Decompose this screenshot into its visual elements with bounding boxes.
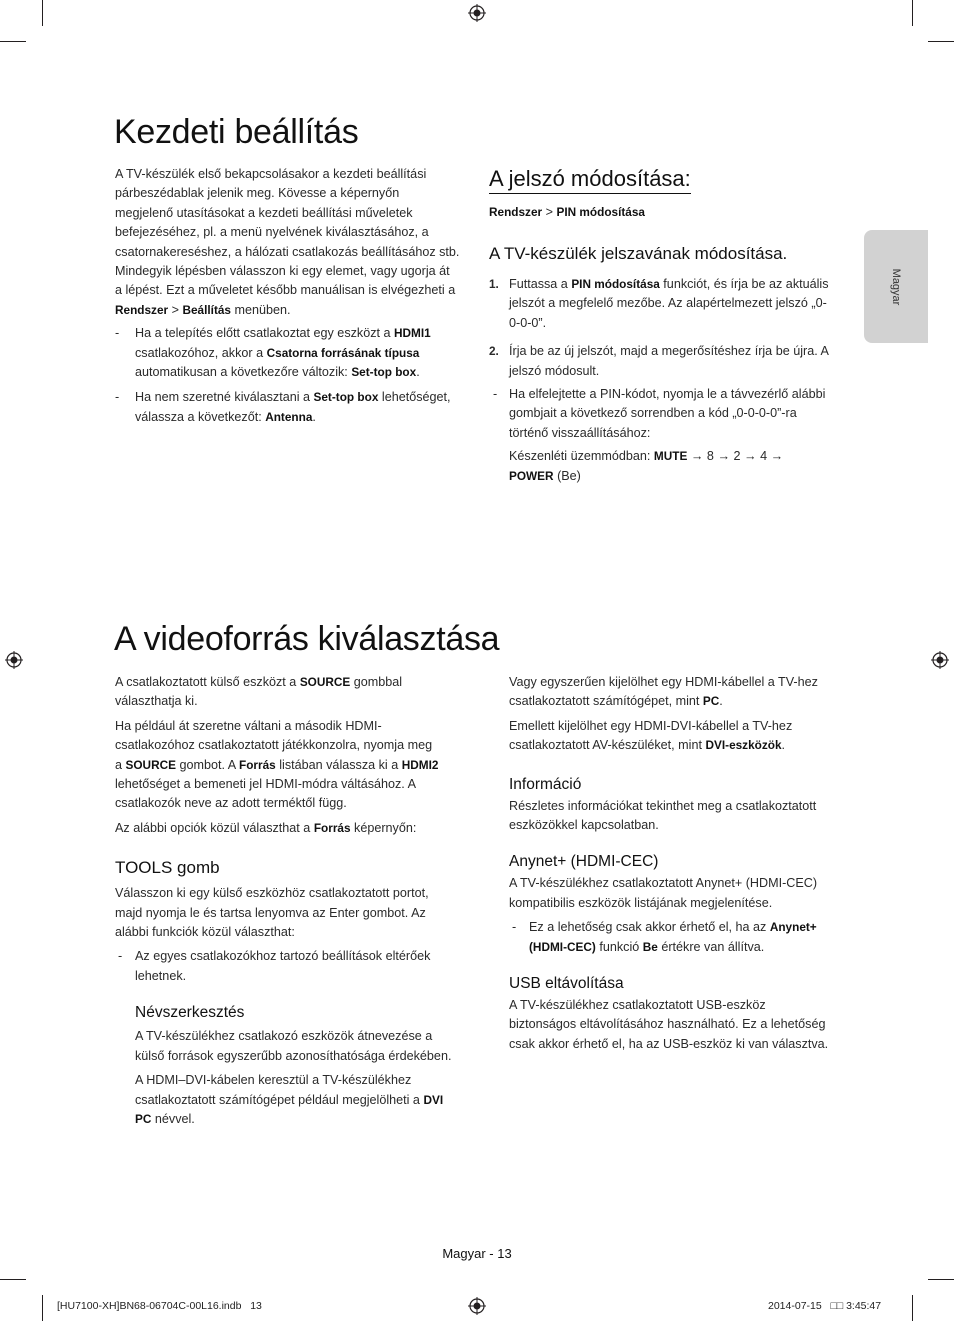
paragraph [115,717,475,814]
menu-term: DVI [423,1092,444,1107]
intro-paragraph [115,165,475,320]
text-line: megjelenő utasításokat a kezdeti beállítási műveletek [115,205,413,220]
remote-button-term: POWER [509,468,554,483]
text-line: a lépést. Ezt a műveletet később manuálisan is elvégezheti a [115,283,456,298]
text-line: párbeszédablak jelenik meg. Kövesse a képernyőn [115,186,400,201]
text-fragment: csatlakoztatott AV-készüléket, mint [509,738,706,753]
text-line: biztonságos eltávolításához használható. Ez a lehetőség [509,1017,826,1032]
initial-setup-body [115,165,475,427]
menu-term: PIN módosítása [556,205,645,219]
crop-mark [928,1279,954,1280]
paragraph [135,1027,475,1066]
language-side-tab [864,230,928,343]
dash-marker: - [115,326,120,341]
text-fragment: . [719,694,723,709]
video-source-left-column [115,673,475,1129]
step-number: 2. [489,344,499,359]
text-line: jelszó módosult. [509,363,600,378]
text-line: Részletes információkat tekinthet meg a csatlakoztatott [509,798,817,813]
paragraph [135,1071,475,1129]
menu-term: Set-top box [351,365,417,380]
menu-term: (HDMI-CEC) [529,939,596,954]
crop-mark [0,1279,26,1280]
menu-term: Forrás [239,757,276,772]
step-item [489,342,844,381]
text-line: befejezéséhez, pl. a menü nyelvének kiválasztásához, a [115,225,429,240]
section-title-password-change: A jelszó módosítása: [489,166,691,194]
text-fragment: (Be) [553,468,581,483]
text-fragment: névvel. [151,1111,195,1126]
text-line: A TV-készülékhez csatlakoztatott USB-eszköz [509,998,766,1013]
print-file-name: [HU7100-XH]BN68-06704C-00L16.indb 13 [57,1300,262,1312]
text-fragment: értékre van állítva. [657,939,765,954]
text-fragment: Ha nem szeretné kiválasztani a [135,390,314,405]
text-fragment: Ha a telepítés előtt csatlakoztat egy eszközt a [135,326,395,341]
text-line: A HDMI–DVI-kábelen keresztül a TV-készülékhez [135,1073,412,1088]
text-fragment: csatlakozóhoz, akkor a [135,345,267,360]
text-fragment: funkciót, és írja be az aktuális [659,277,829,291]
text-line: A TV-készülék első bekapcsolásakor a kezdeti beállítási [115,167,427,181]
text-fragment: → 8 → 2 → 4 → [687,449,784,464]
text-fragment: gombbal [350,675,403,689]
path-separator: > [542,205,557,219]
text-line: Válasszon ki egy külső eszközhöz csatlakoztatott portot, [115,886,429,901]
text-fragment: a [115,757,126,772]
menu-term: PC [702,694,720,709]
registration-mark-icon [5,651,23,669]
dash-marker: - [512,920,517,935]
print-timestamp: 2014-07-15 □□ 3:45:47 [768,1300,882,1312]
section-title-initial-setup: Kezdeti beállítás [114,113,359,151]
crop-mark [912,1295,913,1321]
page-number: Magyar - 13 [442,1246,512,1261]
text-line: történő visszaállításához: [509,425,651,440]
dash-marker: - [118,949,123,964]
registration-mark-icon [931,651,949,669]
text-fragment: . [781,738,786,753]
menu-term: Beállítás [182,302,231,317]
crop-mark [0,41,26,42]
text-line: Emellett kijelölhet egy HDMI-DVI-kábellel a TV-hez [509,718,793,733]
remote-button-term: SOURCE [299,675,351,689]
text-fragment: automatikusan a következőre változik: [135,365,352,380]
paragraph [509,673,849,712]
text-line: Mindegyik lépésben válasszon ki egy elemet, vagy ugorja át [115,264,450,279]
menu-term: Antenna [265,409,313,424]
note-item [489,385,844,443]
text-fragment: Készenléti üzemmódban: [509,449,654,464]
text-fragment: menüben. [231,302,291,317]
text-line: csatlakozóhoz csatlakoztatott játékkonzolra, nyomja meg [115,738,433,753]
paragraph [509,797,849,836]
text-fragment: képernyőn: [350,820,417,835]
text-line: A TV-készülékhez csatlakozó eszközök átnevezése a [135,1029,433,1044]
menu-term: PC [135,1111,152,1126]
menu-term: Be [642,939,658,954]
text-line: csatlakozók neve az adott terméktől függ. [115,796,347,811]
menu-term: PIN módosítása [571,277,660,291]
remote-button-term: MUTE [653,449,688,464]
menu-term: Rendszer [489,205,543,219]
password-steps [489,275,844,486]
text-fragment: Futtassa a [509,277,572,291]
text-line: Ha elfelejtette a PIN-kódot, nyomja le a távvezérlő alábbi [509,387,826,402]
text-fragment: lehetőséget, [378,390,451,405]
menu-term: HDMI1 [394,326,431,341]
text-line: lehetnek. [135,968,187,983]
text-line: kompatibilis eszközök listájának megjelenítése. [509,895,773,910]
paragraph [509,874,849,913]
menu-term: Rendszer [115,302,169,317]
text-fragment: válassza a következőt: [135,409,266,424]
menu-term: Anynet+ [769,920,817,935]
text-fragment: Az alábbi opciók közül választhat a [115,820,314,835]
text-line: eszközökkel kapcsolatban. [509,818,659,833]
text-fragment: csatlakoztatott számítógépet, mint [509,694,703,709]
note-item [509,918,849,957]
text-fragment: listában válassza ki a [275,757,402,772]
standby-sequence [489,447,844,486]
registration-mark-icon [468,1297,486,1315]
text-line: csak akkor érhető el, ha az USB-eszköz ki van választva. [509,1036,829,1051]
path-separator: > [168,302,183,317]
remote-button-term: SOURCE [125,757,176,772]
paragraph [115,884,475,942]
registration-mark-icon [468,4,486,22]
step-number: 1. [489,277,499,291]
text-line: jelszót a megfelelő mezőbe. Az alapértelmezett jelszó „0- [509,296,827,311]
text-fragment: gombot. A [176,757,240,772]
paragraph [509,717,849,756]
crop-mark [42,0,43,26]
text-line: csatornakereséshez, a hálózati csatlakozás beállításához stb. [115,244,460,259]
video-source-right-column [509,673,849,1054]
menu-term: Csatorna forrásának típusa [266,345,420,360]
text-line: választhatja ki. [115,694,198,709]
dash-marker: - [115,390,120,405]
text-line: gombjait a következő sorrendben a kód „0-0-0-0”-ra [509,406,797,421]
subsection-title-info: Információ [509,775,582,793]
text-line: lehetőséget a bemeneti jel HDMI-módra váltásához. A [115,777,417,792]
paragraph [115,819,475,838]
section-title-video-source: A videoforrás kiválasztása [114,620,500,658]
text-fragment: funkció [595,939,643,954]
text-line: majd nyomja le és tartsa lenyomva az Enter gombot. Az [115,905,426,920]
subsection-title-tv-password: A TV-készülék jelszavának módosítása. [489,244,788,263]
note-item [115,324,475,382]
text-line: A TV-készülékhez csatlakoztatott Anynet+ (HDMI-CEC) [509,876,818,891]
note-item [115,388,475,427]
menu-path [489,203,645,222]
dash-marker: - [493,387,498,402]
text-line: Ha például át szeretne váltani a második HDMI- [115,718,382,733]
subsection-title-anynet: Anynet+ (HDMI-CEC) [509,853,659,871]
text-fragment: csatlakoztatott számítógépet például megjelölheti a [135,1092,424,1107]
text-line: alábbi funkciók közül választhat: [115,925,295,940]
text-line: Írja be az új jelszót, majd a megerősítéshez írja be újra. A [509,344,829,359]
crop-mark [912,0,913,26]
step-item [489,275,844,333]
subsection-title-rename: Névszerkesztés [135,1004,245,1022]
text-fragment: A csatlakoztatott külső eszközt a [115,675,300,689]
menu-term: Set-top box [313,390,379,405]
note-item [115,947,475,986]
text-fragment: Ez a lehetőség csak akkor érhető el, ha az [529,920,770,935]
menu-term: HDMI2 [401,757,439,772]
menu-term: Forrás [313,820,351,835]
text-fragment: . [416,365,420,380]
paragraph [115,673,475,712]
menu-term: DVI-eszközök [705,738,782,753]
text-line: 0-0-0”. [509,315,547,330]
subsection-title-usb-remove: USB eltávolítása [509,975,624,993]
crop-mark [928,41,954,42]
language-side-tab-label: Magyar [890,268,902,305]
paragraph [509,996,849,1054]
subsection-title-tools: TOOLS gomb [115,858,220,878]
text-line: Vagy egyszerűen kijelölhet egy HDMI-kábellel a TV-hez [509,675,818,689]
text-fragment: . [312,409,316,424]
text-line: külső források egyszerűbb azonosíthatósága érdekében. [135,1048,452,1063]
crop-mark [42,1295,43,1321]
text-line: Az egyes csatlakozókhoz tartozó beállítások eltérőek [135,949,431,964]
